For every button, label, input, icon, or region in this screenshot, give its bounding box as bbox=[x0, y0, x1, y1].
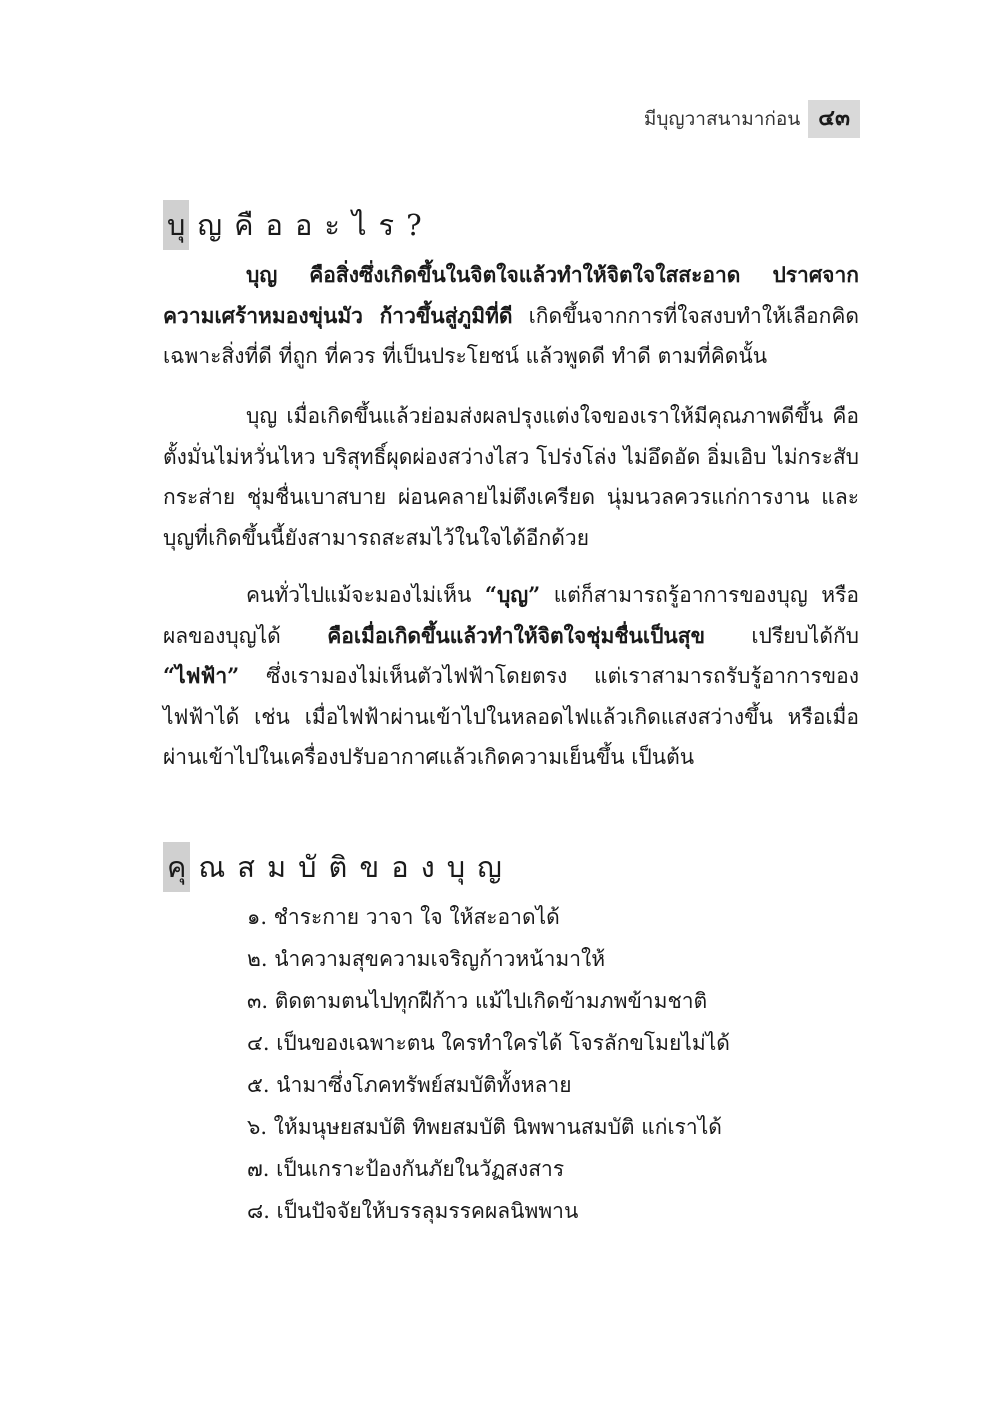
heading-text: ญคืออะไร? bbox=[197, 208, 434, 242]
section-heading-what-is-merit bbox=[163, 200, 434, 250]
paragraph-definition bbox=[163, 255, 859, 377]
qualities-list bbox=[247, 896, 730, 1232]
analogy-text-e: เปรียบได้กับ bbox=[704, 623, 860, 648]
list-item: ๖. ให้มนุษยสมบัติ ทิพยสมบัติ นิพพานสมบัติ แก่เราได้ bbox=[247, 1115, 722, 1139]
list-item: ๒. นำความสุขความเจริญก้าวหน้ามาให้ bbox=[247, 947, 606, 971]
analogy-text-c: แต่ก็สามารถรู้อาการของบุญ หรือผลของบุญได้ bbox=[163, 583, 859, 648]
list-item: ๔. เป็นของเฉพาะตน ใครทำใครได้ โจรลักขโมยไม่ได้ bbox=[247, 1031, 730, 1055]
analogy-text-g: ซึ่งเรามองไม่เห็นตัวไฟฟ้าโดยตรง แต่เราสามารถรับรู้อาการของไฟฟ้าได้ เช่น เมื่อไฟฟ้าผ่านเข้าไปในหลอดไฟแล้วเกิดแสงสว่างขึ้น หรือเมื่อผ่านเข้าไปในเครื่องปรับอากาศแล้วเกิดความเย็นขึ้น เป็นต้น bbox=[163, 664, 859, 769]
list-item: ๑. ชำระกาย วาจา ใจ ให้สะอาดได้ bbox=[247, 905, 560, 929]
heading-highlight: บุ bbox=[163, 200, 189, 250]
list-item: ๗. เป็นเกราะป้องกันภัยในวัฏสงสาร bbox=[247, 1157, 565, 1181]
heading-highlight: คุ bbox=[163, 842, 190, 892]
page-number: ๔๓ bbox=[808, 100, 860, 138]
list-item: ๘. เป็นปัจจัยให้บรรลุมรรคผลนิพพาน bbox=[247, 1199, 579, 1223]
analogy-text-a: คนทั่วไปแม้จะมองไม่เห็น bbox=[246, 583, 485, 607]
effects-text: บุญ เมื่อเกิดขึ้นแล้วย่อมส่งผลปรุงแต่งใจของเราให้มีคุณภาพดีขึ้น คือ ตั้งมั่นไม่หวั่นไหว บริสุทธิ์ผุดผ่องสว่างไสว โปร่งโล่ง ไม่อึดอัด อิ่มเอิบ ไม่กระสับกระส่าย ชุ่มชื่นเบาสบาย ผ่อนคลายไม่ตึงเครียด นุ่มนวลควรแก่การงาน และบุญที่เกิดขึ้นนี้ยังสามารถสะสมไว้ในใจได้อีกด้วย bbox=[163, 404, 859, 550]
analogy-bold-merit: “บุญ” bbox=[484, 582, 541, 607]
running-header-title: มีบุญวาสนามาก่อน bbox=[643, 108, 801, 130]
list-item: ๓. ติดตามตนไปทุกฝีก้าว แม้ไปเกิดข้ามภพข้ามชาติ bbox=[247, 989, 708, 1013]
list-item: ๕. นำมาซึ่งโภคทรัพย์สมบัติทั้งหลาย bbox=[247, 1073, 572, 1097]
heading-text: ณสมบัติของบุญ bbox=[198, 850, 514, 884]
definition-bold: บุญ คือสิ่งซึ่งเกิดขึ้นในจิตใจแล้วทำให้จิตใจใสสะอาด ปราศจากความเศร้าหมองขุ่นมัว ก้าวขึ้นสู่ภูมิที่ดี bbox=[163, 262, 859, 328]
analogy-bold-result: คือเมื่อเกิดขึ้นแล้วทำให้จิตใจชุ่มชื่นเป็นสุข bbox=[327, 622, 705, 648]
analogy-bold-electricity: “ไฟฟ้า” bbox=[163, 663, 240, 688]
paragraph-analogy bbox=[163, 575, 859, 778]
paragraph-effects bbox=[163, 396, 859, 558]
definition-text: เกิดขึ้นจากการที่ใจสงบทำให้เลือกคิดเฉพาะสิ่งที่ดี ที่ถูก ที่ควร ที่เป็นประโยชน์ แล้วพูดดี ทำดี ตามที่คิดนั้น bbox=[163, 303, 859, 368]
section-heading-qualities bbox=[163, 842, 514, 892]
running-header bbox=[644, 100, 860, 138]
